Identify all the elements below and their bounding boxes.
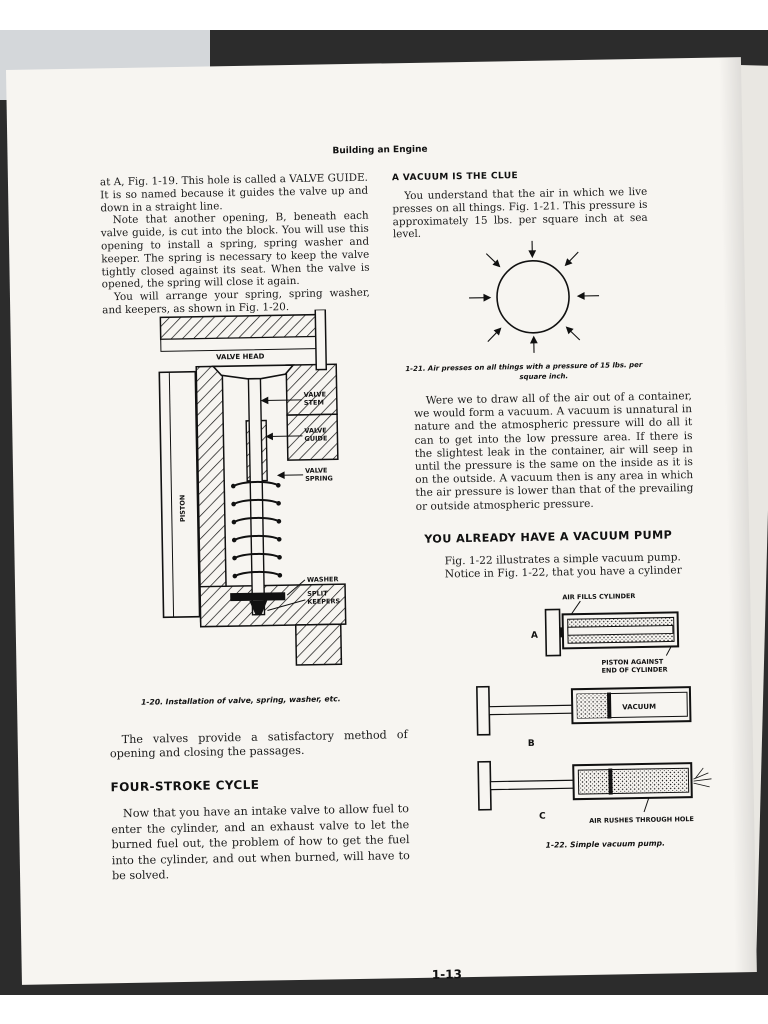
figure-1-21-caption-line1: 1-21. Air presses on all things with a pressure of 15 lbs. per <box>405 360 643 374</box>
block-top <box>160 315 320 340</box>
label-a: A <box>530 630 539 641</box>
label-valve-stem-2: STEM <box>303 398 324 407</box>
label-b: B <box>527 738 535 749</box>
pump-b <box>477 683 691 750</box>
label-valve-head: VALVE HEAD <box>215 352 265 362</box>
figure-1-20-caption: 1-20. Installation of valve, spring, washer, etc. <box>140 694 341 707</box>
heading-four-stroke: FOUR-STROKE CYCLE <box>110 777 260 795</box>
rod <box>315 309 326 369</box>
pressure-arrows <box>468 240 600 354</box>
label-vacuum: VACUUM <box>622 702 657 712</box>
label-piston-against-1: PISTON AGAINST <box>601 657 664 667</box>
label-valve-stem-1: VALVE <box>303 390 327 399</box>
block-left-wall <box>196 366 226 621</box>
paragraph-air-presses: You understand that the air in which we live presses on all things. Fig. 1-21. This pressure is approximately 15 lbs. per square inch at sea level. <box>392 185 648 241</box>
valve-stem <box>248 377 264 615</box>
book-page <box>6 57 757 985</box>
paragraph-valves-method: The valves provide a satisfactory method of opening and closing the passages. <box>109 728 408 761</box>
left-column-after-figure <box>110 728 408 761</box>
label-valve-guide-2: GUIDE <box>304 434 328 443</box>
figure-1-22-vacuum-pump <box>470 583 724 847</box>
figure-1-21-caption-line2: square inch. <box>519 372 569 382</box>
paragraph-fig-1-22: Fig. 1-22 illustrates a simple vacuum pump. Notice in Fig. 1-22, that you have a cylinder <box>444 551 682 581</box>
piston-body <box>159 372 199 618</box>
container-circle <box>496 260 569 333</box>
right-column-pump <box>445 551 710 582</box>
label-valve-guide-1: VALVE <box>304 426 327 435</box>
label-washer: WASHER <box>306 575 339 584</box>
pump-c <box>478 758 712 827</box>
label-split-keepers-2: KEEPERS <box>307 597 341 606</box>
heading-vacuum-clue: A VACUUM IS THE CLUE <box>391 171 519 184</box>
washer <box>230 592 285 601</box>
label-air-rushes: AIR RUSHES THROUGH HOLE <box>589 815 695 825</box>
pump-a <box>530 591 678 676</box>
label-piston: PISTON <box>178 494 187 523</box>
label-valve-spring-1: VALVE <box>304 466 328 475</box>
heading-vacuum-pump: YOU ALREADY HAVE A VACUUM PUMP <box>424 528 673 546</box>
label-air-fills-cylinder: AIR FILLS CYLINDER <box>562 592 636 602</box>
valve-head <box>213 365 293 379</box>
label-piston-against-2: END OF CYLINDER <box>601 665 668 675</box>
air-rush-marks <box>693 768 711 787</box>
running-head: Building an Engine <box>332 144 428 157</box>
page-number: 1-13 <box>431 967 463 982</box>
label-c: C <box>539 811 546 822</box>
figure-1-21-air-pressure <box>464 238 606 360</box>
paragraph-arrange-spring: You will arrange your spring, spring washer, and keepers, as shown in Fig. 1-20. <box>102 286 371 317</box>
label-split-keepers-1: SPLIT <box>307 589 328 598</box>
left-column-four-stroke <box>111 801 410 884</box>
right-column-clue <box>392 186 648 242</box>
figure-1-22-caption: 1-22. Simple vacuum pump. <box>545 838 666 850</box>
left-column-top <box>100 172 370 317</box>
paragraph-valve-guide: at A, Fig. 1-19. This hole is called a VALVE GUIDE. It is so named because it guides the valve up and down in a straight line. <box>99 171 369 214</box>
paragraph-four-stroke: Now that you have an intake valve to allow fuel to enter the cylinder, and an exhaust valve to let the burned fuel out, the problem of how to get the fuel into the cylinder, and out when burned, will have to be solved. <box>111 802 410 883</box>
paragraph-draw-air-out: Were we to draw all of the air out of a container, we would form a vacuum. A vacuum is unnatural in nature and the atmospheric pressure will do all it can to get into the low pressure area. If there is the slightest leak in the container, air will seep in until the pressure is the same on the inside as it is on the outside. A vacuum then is any area in which the air pressure is lower than that of the prevailing or outside atmospheric pressure. <box>413 390 694 513</box>
paragraph-opening-b: Note that another opening, B, beneath each valve guide, is cut into the block. You will use this opening to install a spring, spring washer and keeper. The spring is necessary to keep the valve tightly closed against its seat. When the valve is opened, the spring will close it again. <box>100 210 370 291</box>
figure-1-20-valve-diagram <box>140 309 357 693</box>
right-column-vacuum <box>414 390 694 514</box>
label-valve-spring-2: SPRING <box>305 474 333 483</box>
